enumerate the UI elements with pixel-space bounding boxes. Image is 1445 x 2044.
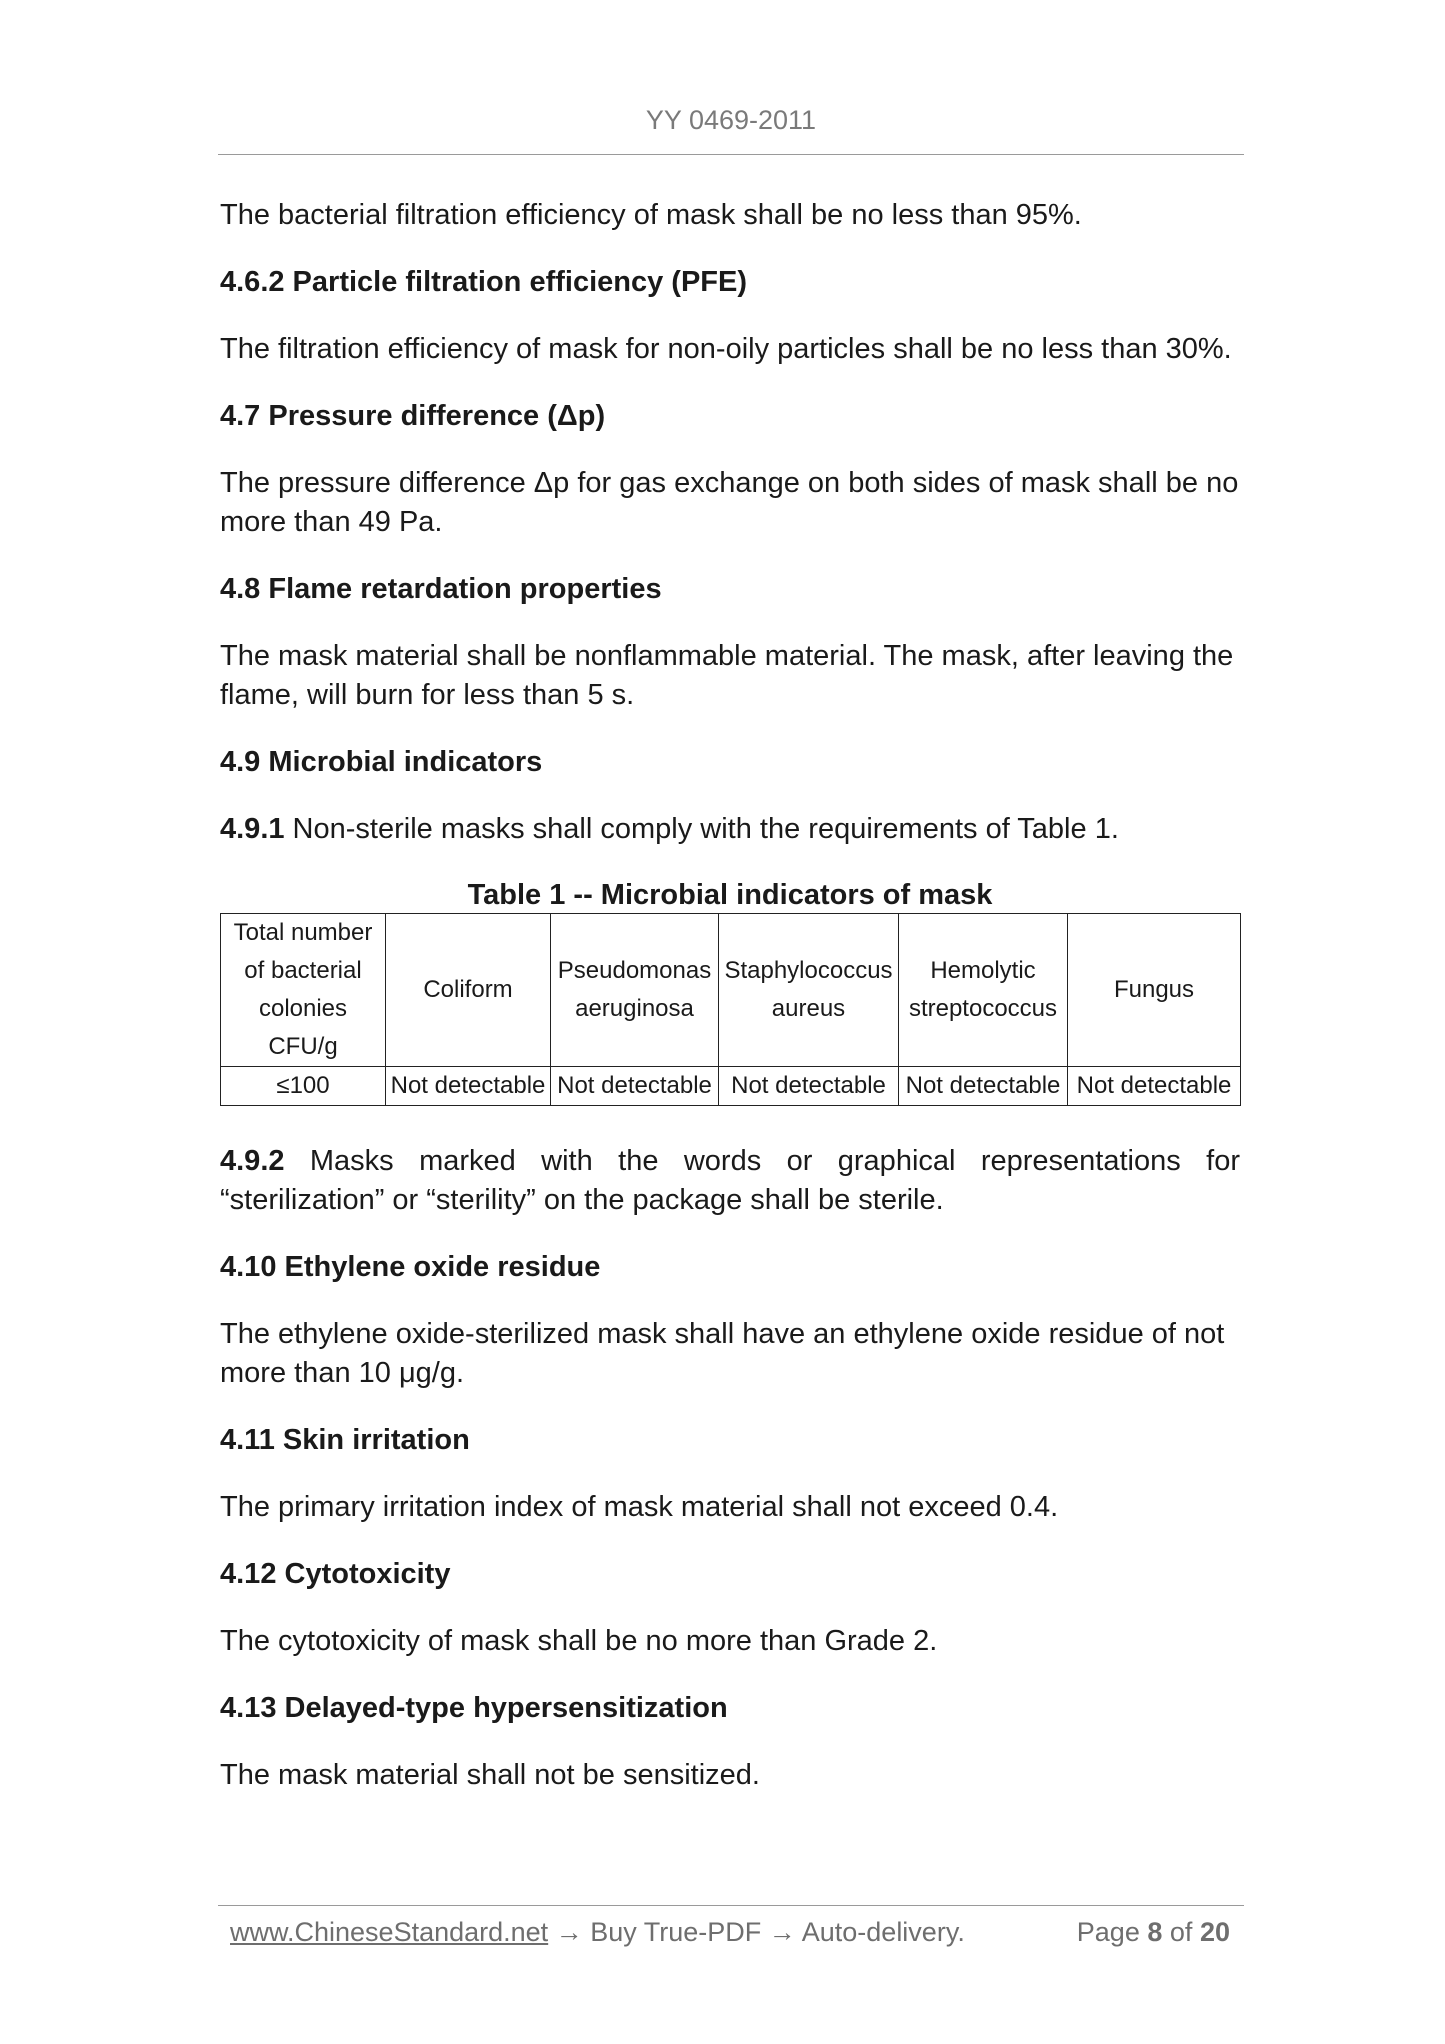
hypersensitization-text: The mask material shall not be sensitized. — [220, 1759, 760, 1791]
pressure-difference-heading: 4.7 Pressure difference (Δp) — [220, 400, 606, 432]
table-header-row — [221, 914, 1241, 1067]
microbial-table — [220, 913, 1241, 1106]
value-total-bacterial-colonies: ≤100 — [221, 1067, 386, 1106]
cytotoxicity-text: The cytotoxicity of mask shall be no more than Grade 2. — [220, 1625, 938, 1657]
clause-491 — [220, 810, 1240, 849]
hypersensitization-heading: 4.13 Delayed-type hypersensitization — [220, 1692, 728, 1724]
ethylene-oxide-text: The ethylene oxide-sterilized mask shall have an ethylene oxide residue of not more than 10 μg/g. — [220, 1318, 1225, 1389]
clause-492 — [220, 1142, 1240, 1220]
footer-left — [230, 1912, 965, 1952]
pfe-heading: 4.6.2 Particle filtration efficiency (PFE) — [220, 266, 747, 298]
flame-retardation-text: The mask material shall be nonflammable material. The mask, after leaving the flame, will burn for less than 5 s. — [220, 640, 1234, 711]
header-fungus: Fungus — [1068, 914, 1241, 1067]
value-staphylococcus: Not detectable — [719, 1067, 899, 1106]
page-label: Page — [1076, 1917, 1140, 1947]
header-hemolytic-streptococcus: Hemolytic streptococcus — [899, 914, 1068, 1067]
site-link[interactable]: www.ChineseStandard.net — [230, 1917, 549, 1947]
header-coliform: Coliform — [386, 914, 551, 1067]
header-total-bacterial-colonies: Total number of bacterial colonies CFU/g — [221, 914, 386, 1067]
pressure-difference-text: The pressure difference Δp for gas exchange on both sides of mask shall be no more than 49 Pa. — [220, 467, 1239, 538]
value-fungus: Not detectable — [1068, 1067, 1241, 1106]
value-pseudomonas: Not detectable — [551, 1067, 719, 1106]
page-total: 20 — [1199, 1917, 1230, 1947]
page-footer — [218, 1905, 1244, 1956]
skin-irritation-text: The primary irritation index of mask material shall not exceed 0.4. — [220, 1491, 1059, 1523]
skin-irritation-heading: 4.11 Skin irritation — [220, 1424, 470, 1456]
doc-code: YY 0469-2011 — [645, 105, 817, 135]
header-pseudomonas: Pseudomonas aeruginosa — [551, 914, 719, 1067]
page-of: of — [1169, 1917, 1193, 1947]
pfe-text: The filtration efficiency of mask for non-oily particles shall be no less than 30%. — [220, 333, 1232, 365]
clause-492-text: Masks marked with the words or graphical representations for “sterilization” or “sterility” on the package shall be sterile. — [220, 1145, 1240, 1216]
flame-retardation-heading: 4.8 Flame retardation properties — [220, 573, 662, 605]
page-content — [220, 196, 1240, 1823]
table-caption: Table 1 -- Microbial indicators of mask — [467, 879, 993, 911]
clause-491-number: 4.9.1 — [220, 813, 285, 845]
microbial-indicators-heading: 4.9 Microbial indicators — [220, 746, 543, 778]
cytotoxicity-heading: 4.12 Cytotoxicity — [220, 1558, 451, 1590]
page-current: 8 — [1147, 1917, 1163, 1947]
table-row — [221, 1067, 1241, 1106]
header-staphylococcus: Staphylococcus aureus — [719, 914, 899, 1067]
clause-491-text: Non-sterile masks shall comply with the requirements of Table 1. — [284, 813, 1119, 845]
ethylene-oxide-heading: 4.10 Ethylene oxide residue — [220, 1251, 601, 1283]
value-hemolytic-streptococcus: Not detectable — [899, 1067, 1068, 1106]
bfe-text: The bacterial filtration efficiency of mask shall be no less than 95%. — [220, 199, 1082, 231]
footer-promo: → Buy True-PDF → Auto-delivery. — [548, 1917, 965, 1947]
value-coliform: Not detectable — [386, 1067, 551, 1106]
page-header — [218, 100, 1244, 155]
page-number — [1077, 1912, 1230, 1952]
clause-492-number: 4.9.2 — [220, 1145, 285, 1177]
